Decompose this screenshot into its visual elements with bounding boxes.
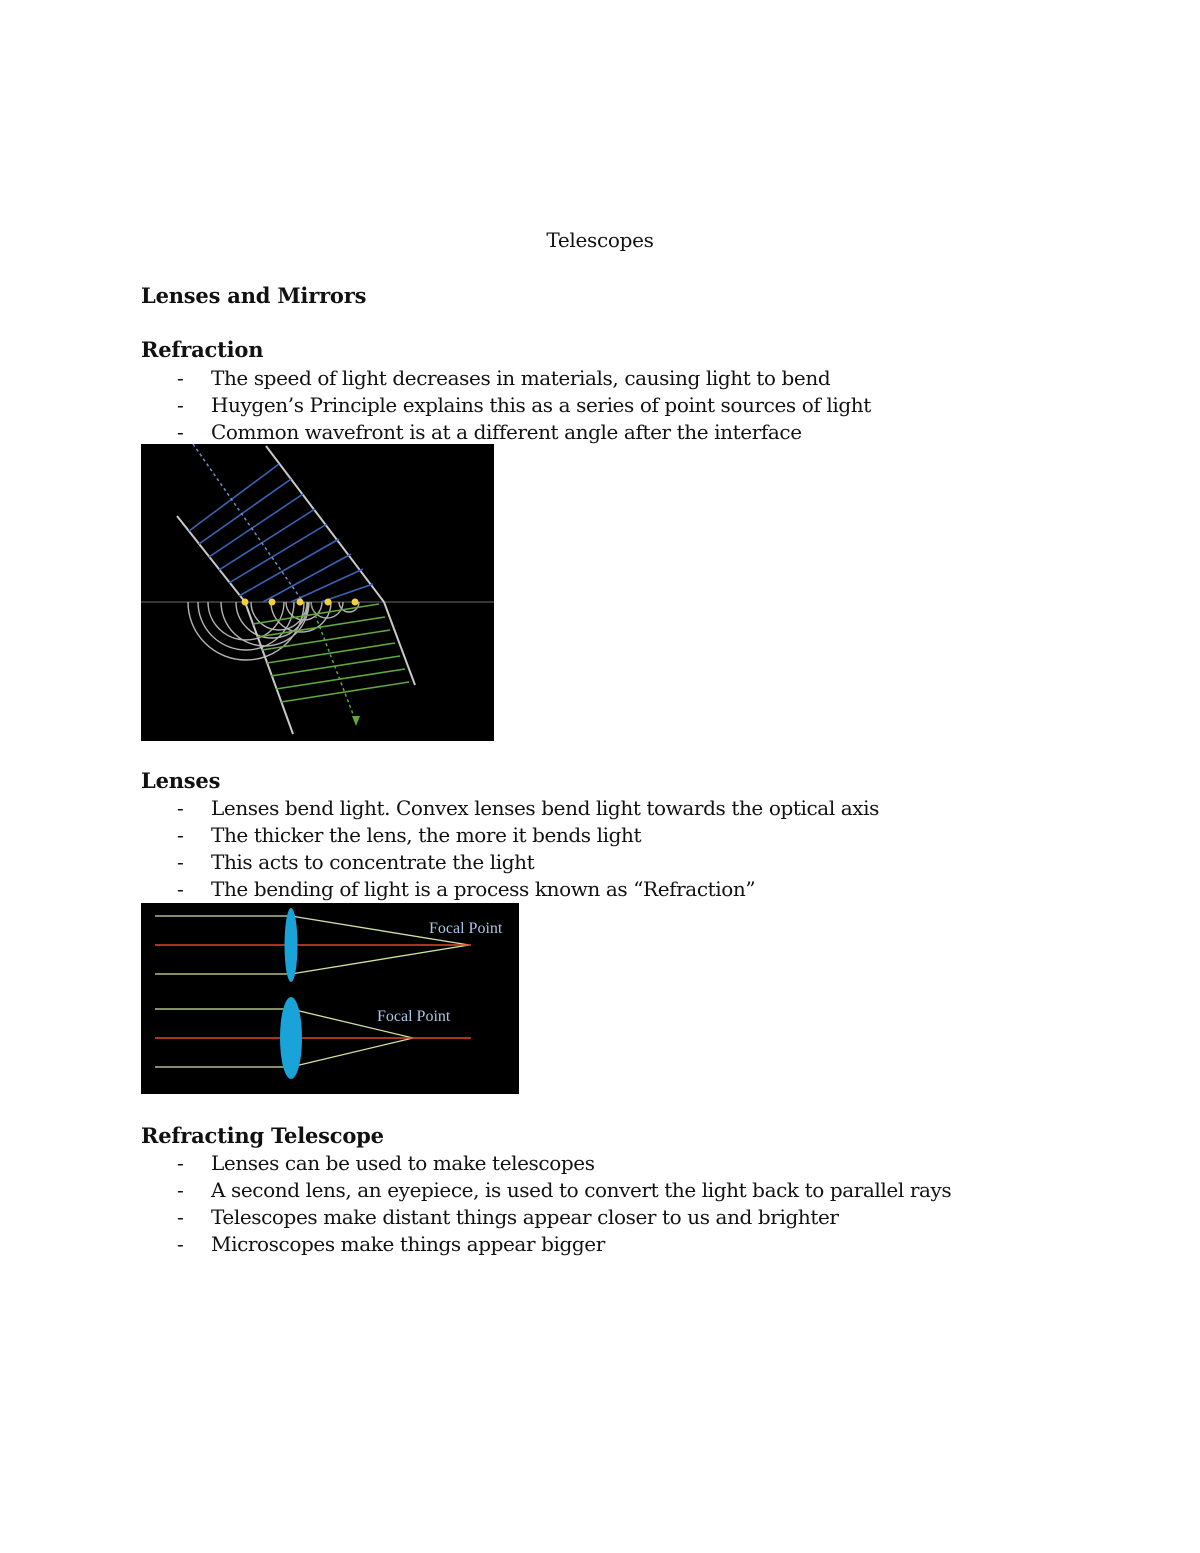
lens-focal-point-diagram	[141, 903, 519, 1094]
list-item: - Lenses can be used to make telescopes	[141, 1150, 951, 1177]
list-item: - The speed of light decreases in materials, causing light to bend	[141, 365, 871, 392]
list-item: - Common wavefront is at a different angle after the interface	[141, 419, 871, 446]
list-item: - Lenses bend light. Convex lenses bend light towards the optical axis	[141, 795, 879, 822]
list-item: - Huygen’s Principle explains this as a series of point sources of light	[141, 392, 871, 419]
heading-lenses: Lenses	[141, 768, 221, 793]
heading-refraction: Refraction	[141, 337, 264, 362]
thin-lens	[285, 908, 298, 982]
document-title: Telescopes	[546, 228, 654, 252]
lens-diagram-svg	[141, 903, 519, 1094]
list-item: - The thicker the lens, the more it bends light	[141, 822, 879, 849]
list-item: - This acts to concentrate the light	[141, 849, 879, 876]
refraction-bullet-list	[141, 365, 871, 446]
list-item: - Telescopes make distant things appear closer to us and brighter	[141, 1204, 951, 1231]
refraction-wavefront-diagram	[141, 444, 494, 741]
section-heading-lenses-and-mirrors: Lenses and Mirrors	[141, 283, 367, 308]
lenses-bullet-list	[141, 795, 879, 903]
focal-point-label-bottom: Focal Point	[377, 1008, 451, 1025]
focal-point-label-top: Focal Point	[429, 920, 503, 937]
heading-refracting-telescope: Refracting Telescope	[141, 1123, 384, 1148]
refraction-diagram-svg	[141, 444, 494, 741]
list-item: - Microscopes make things appear bigger	[141, 1231, 951, 1258]
list-item: - A second lens, an eyepiece, is used to convert the light back to parallel rays	[141, 1177, 951, 1204]
list-item: - The bending of light is a process known as “Refraction”	[141, 876, 879, 903]
thick-lens	[280, 997, 302, 1079]
refracting-telescope-bullet-list	[141, 1150, 951, 1258]
